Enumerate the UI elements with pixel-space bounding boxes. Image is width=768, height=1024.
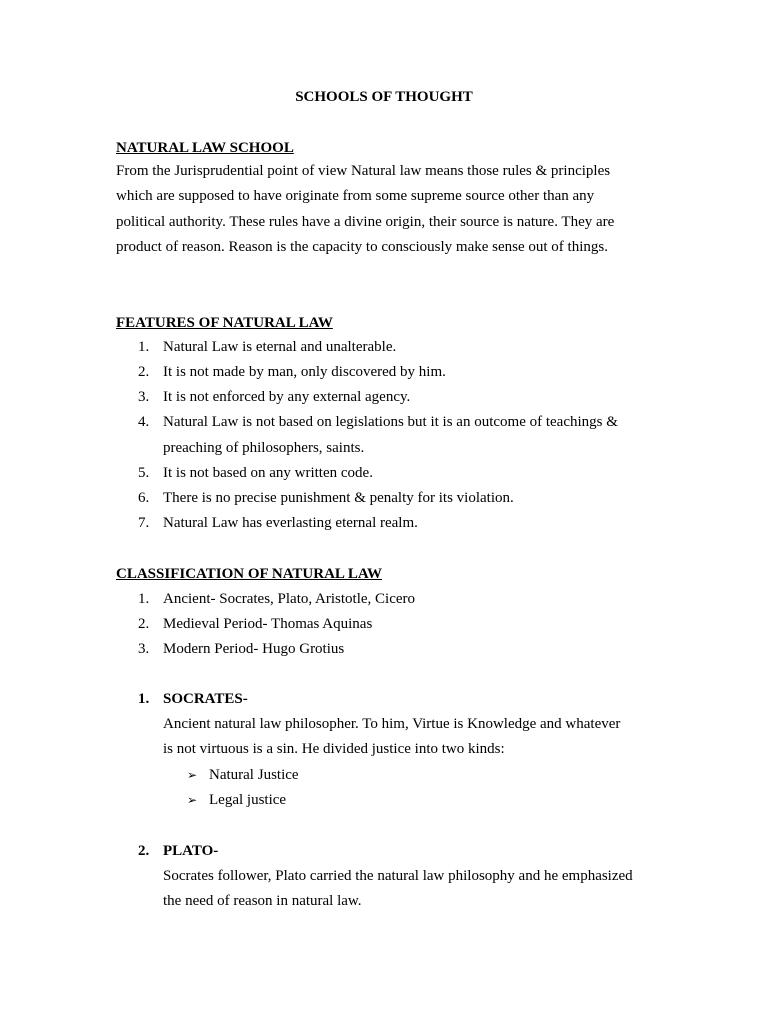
section-title: SOCRATES-: [163, 691, 248, 707]
list-text: Natural Law has everlasting eternal realm.: [163, 515, 418, 531]
list-text: Modern Period- Hugo Grotius: [163, 641, 345, 657]
list-text: It is not made by man, only discovered by him.: [163, 364, 446, 380]
list-number: 6.: [138, 490, 150, 506]
classification-heading: CLASSIFICATION OF NATURAL LAW: [116, 566, 383, 582]
features-heading: FEATURES OF NATURAL LAW: [116, 315, 333, 331]
plato-paragraph: [163, 864, 663, 915]
bullet-item: [187, 763, 299, 788]
list-text: Medieval Period- Thomas Aquinas: [163, 616, 373, 632]
natural-law-school-paragraph: [116, 159, 661, 260]
list-item: [116, 486, 661, 511]
list-item: [116, 385, 661, 410]
list-number: 5.: [138, 465, 150, 481]
list-item: [116, 461, 661, 486]
classification-list: [116, 587, 661, 662]
list-text: It is not based on any written code.: [163, 465, 373, 481]
paragraph-line: is not virtuous is a sin. He divided justice into two kinds:: [163, 741, 505, 758]
paragraph-line: Ancient natural law philosopher. To him, Virtue is Knowledge and whatever: [163, 716, 621, 732]
list-item: [116, 511, 661, 536]
section-title: PLATO-: [163, 843, 219, 859]
natural-law-school-heading: NATURAL LAW SCHOOL: [116, 140, 294, 156]
arrow-bullet-icon: ➢: [187, 793, 198, 807]
list-text: There is no precise punishment & penalty for its violation.: [163, 490, 514, 506]
list-number: 4.: [138, 414, 150, 430]
list-number: 1.: [138, 591, 150, 607]
paragraph-line: product of reason. Reason is the capacity to consciously make sense out of things.: [116, 238, 608, 255]
list-number: 7.: [138, 515, 150, 531]
list-item: [116, 587, 661, 612]
list-number: 2.: [138, 616, 150, 632]
bullet-item: [187, 788, 299, 813]
list-item: [116, 637, 661, 662]
paragraph-line: Socrates follower, Plato carried the natural law philosophy and he emphasized: [163, 868, 633, 884]
paragraph-line: which are supposed to have originate from some supreme source other than any: [116, 188, 595, 205]
list-text-continued: preaching of philosophers, saints.: [163, 439, 365, 456]
section-number: 1.: [138, 691, 150, 707]
list-item: [116, 360, 661, 385]
list-item: [116, 410, 661, 461]
list-item: [116, 335, 661, 360]
socrates-heading: [138, 689, 248, 709]
justice-bullets: [187, 763, 299, 813]
plato-heading: [138, 841, 218, 861]
list-number: 3.: [138, 389, 150, 405]
features-list: [116, 335, 661, 536]
page-title: SCHOOLS OF THOUGHT: [295, 89, 473, 105]
paragraph-line: the need of reason in natural law.: [163, 893, 362, 910]
list-text: Ancient- Socrates, Plato, Aristotle, Cicero: [163, 591, 416, 607]
list-number: 3.: [138, 641, 150, 657]
paragraph-line: From the Jurisprudential point of view Natural law means those rules & principles: [116, 163, 611, 179]
list-text: Natural Law is eternal and unalterable.: [163, 339, 397, 355]
bullet-text: Natural Justice: [209, 767, 299, 783]
list-text: It is not enforced by any external agency.: [163, 389, 411, 405]
list-number: 1.: [138, 339, 150, 355]
arrow-bullet-icon: ➢: [187, 768, 198, 782]
section-number: 2.: [138, 843, 150, 859]
paragraph-line: political authority. These rules have a divine origin, their source is nature. They are: [116, 213, 615, 230]
list-text: Natural Law is not based on legislations but it is an outcome of teachings &: [163, 414, 618, 430]
bullet-text: Legal justice: [209, 792, 287, 808]
list-number: 2.: [138, 364, 150, 380]
socrates-paragraph: [163, 712, 663, 763]
list-item: [116, 612, 661, 637]
